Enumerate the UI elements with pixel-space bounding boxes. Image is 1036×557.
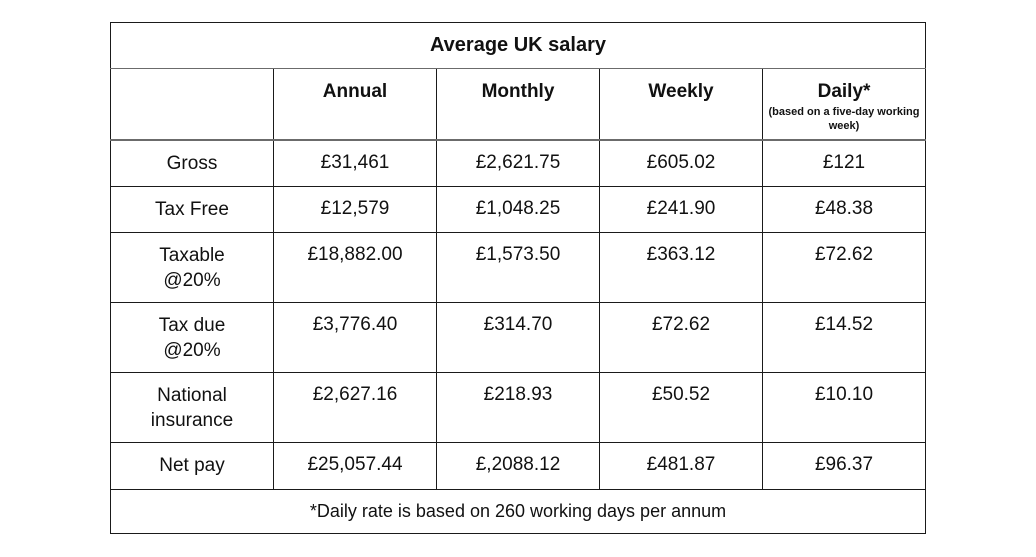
header-annual: Annual <box>274 69 437 140</box>
cell-daily: £96.37 <box>763 443 926 490</box>
cell-monthly: £,2088.12 <box>437 443 600 490</box>
row-label-line1: Taxable <box>159 245 225 266</box>
header-daily-label: Daily* <box>817 81 871 102</box>
header-daily <box>763 69 926 140</box>
cell-monthly: £314.70 <box>437 303 600 373</box>
cell-monthly: £1,048.25 <box>437 187 600 233</box>
cell-annual: £12,579 <box>274 187 437 233</box>
footnote-row <box>111 490 926 534</box>
cell-weekly: £50.52 <box>600 373 763 443</box>
table-row-tax-due <box>111 303 926 373</box>
cell-daily: £48.38 <box>763 187 926 233</box>
cell-weekly: £241.90 <box>600 187 763 233</box>
header-empty <box>111 69 274 140</box>
cell-weekly: £605.02 <box>600 140 763 187</box>
cell-daily: £10.10 <box>763 373 926 443</box>
header-monthly: Monthly <box>437 69 600 140</box>
row-label-line1: Tax due <box>158 315 226 336</box>
salary-table <box>110 22 926 534</box>
cell-weekly: £363.12 <box>600 233 763 303</box>
cell-annual: £3,776.40 <box>274 303 437 373</box>
table-row-taxable <box>111 233 926 303</box>
footnote: *Daily rate is based on 260 working days per annum <box>111 490 926 534</box>
row-label-line1: National <box>157 385 227 406</box>
row-label-line2: @20% <box>163 270 221 291</box>
cell-annual: £31,461 <box>274 140 437 187</box>
header-row <box>111 69 926 140</box>
title-row <box>111 23 926 69</box>
cell-annual: £25,057.44 <box>274 443 437 490</box>
cell-daily: £14.52 <box>763 303 926 373</box>
table-row-tax-free <box>111 187 926 233</box>
cell-monthly: £2,621.75 <box>437 140 600 187</box>
row-label-text: Gross <box>166 152 218 174</box>
row-label <box>111 443 274 490</box>
cell-daily: £121 <box>763 140 926 187</box>
cell-monthly: £1,573.50 <box>437 233 600 303</box>
table-title: Average UK salary <box>111 23 926 69</box>
row-label <box>111 303 274 373</box>
row-label <box>111 140 274 187</box>
row-label <box>111 187 274 233</box>
cell-weekly: £72.62 <box>600 303 763 373</box>
table-row-net-pay <box>111 443 926 490</box>
header-weekly: Weekly <box>600 69 763 140</box>
row-label <box>111 233 274 303</box>
header-daily-note: (based on a five-day working week) <box>768 106 920 132</box>
cell-annual: £2,627.16 <box>274 373 437 443</box>
table-row-national-insurance <box>111 373 926 443</box>
row-label-line2: insurance <box>150 410 234 431</box>
row-label-text: Net pay <box>159 455 225 476</box>
cell-monthly: £218.93 <box>437 373 600 443</box>
row-label-text: Tax Free <box>155 199 229 220</box>
row-label-line2: @20% <box>163 340 221 361</box>
cell-annual: £18,882.00 <box>274 233 437 303</box>
row-label <box>111 373 274 443</box>
cell-weekly: £481.87 <box>600 443 763 490</box>
cell-daily: £72.62 <box>763 233 926 303</box>
table-row-gross <box>111 140 926 187</box>
